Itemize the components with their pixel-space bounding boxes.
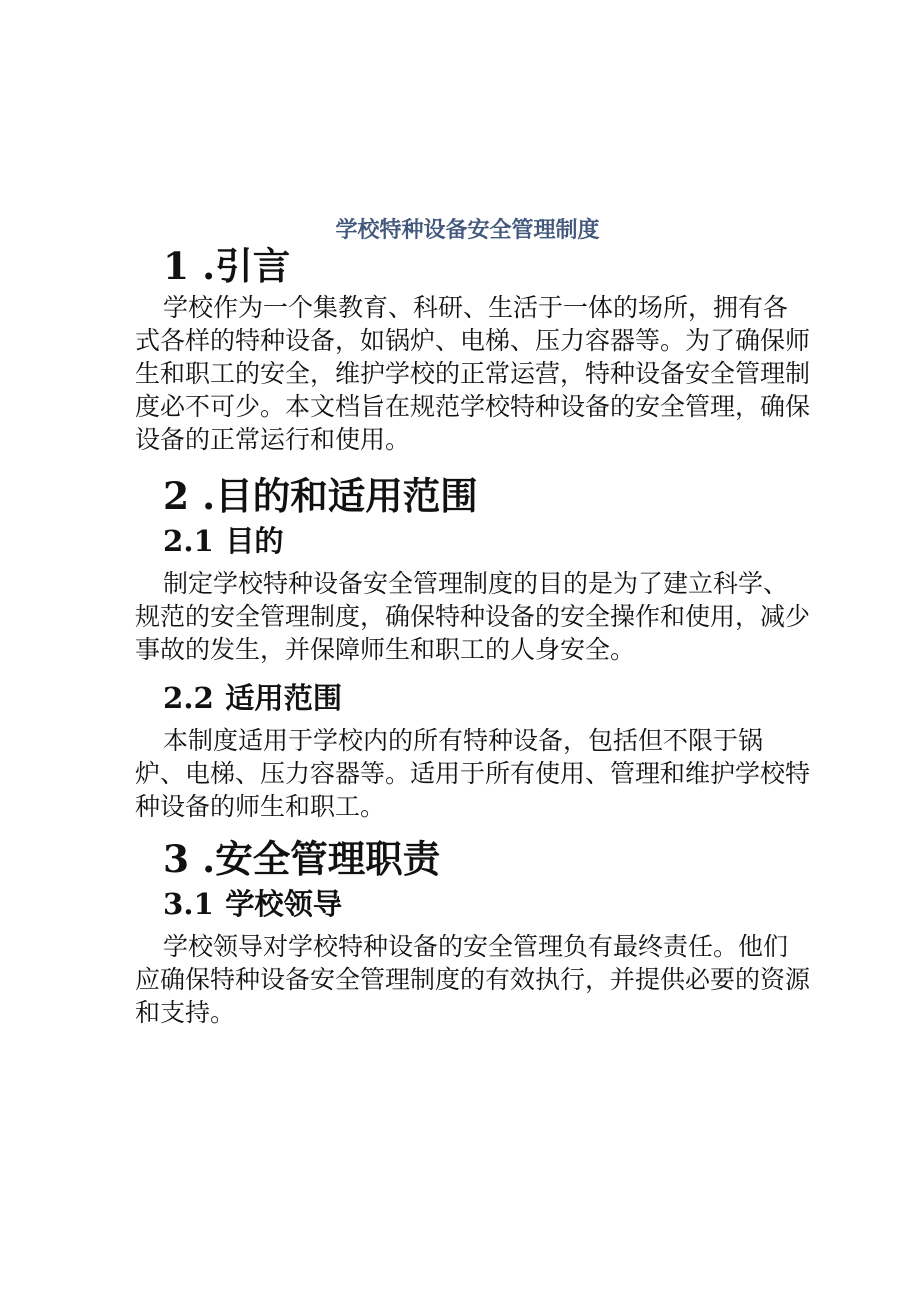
purpose-heading [135, 521, 810, 567]
purpose-number: 2.1 [163, 524, 214, 558]
scope-number: 2.2 [163, 681, 214, 715]
purpose-scope-heading: 2 .目的和适用范围 [163, 474, 478, 518]
scope-paragraph: 本制度适用于学校内的所有特种设备，包括但不限于锅炉、电梯、压力容器等。适用于所有使用、管理和维护学校特种设备的师生和职工。 [135, 726, 811, 821]
leadership-heading-text: 学校领导 [225, 887, 343, 921]
scope-heading-text: 适用范围 [225, 681, 343, 715]
leadership-number: 3.1 [163, 887, 214, 921]
leadership-heading [135, 884, 810, 930]
purpose-heading-text: 目的 [225, 524, 284, 558]
scope-heading [135, 678, 810, 724]
document-title: 学校特种设备安全管理制度 [335, 216, 600, 243]
responsibility-heading: 3 .安全管理职责 [163, 837, 441, 881]
purpose-paragraph: 制定学校特种设备安全管理制度的目的是为了建立科学、规范的安全管理制度，确保特种设备的安全操作和使用，减少事故的发生，并保障师生和职工的人身安全。 [135, 569, 811, 664]
intro-heading: 1 .引言 [163, 244, 291, 288]
leadership-paragraph: 学校领导对学校特种设备的安全管理负有最终责任。他们应确保特种设备安全管理制度的有效执行，并提供必要的资源和支持。 [135, 932, 811, 1027]
intro-paragraph: 学校作为一个集教育、科研、生活于一体的场所，拥有各式各样的特种设备，如锅炉、电梯、压力容器等。为了确保师生和职工的安全，维护学校的正常运营，特种设备安全管理制度必不可少。本文档旨在规范学校特种设备的安全管理，确保设备的正常运行和使用。 [135, 293, 811, 454]
document-content [135, 246, 810, 1045]
